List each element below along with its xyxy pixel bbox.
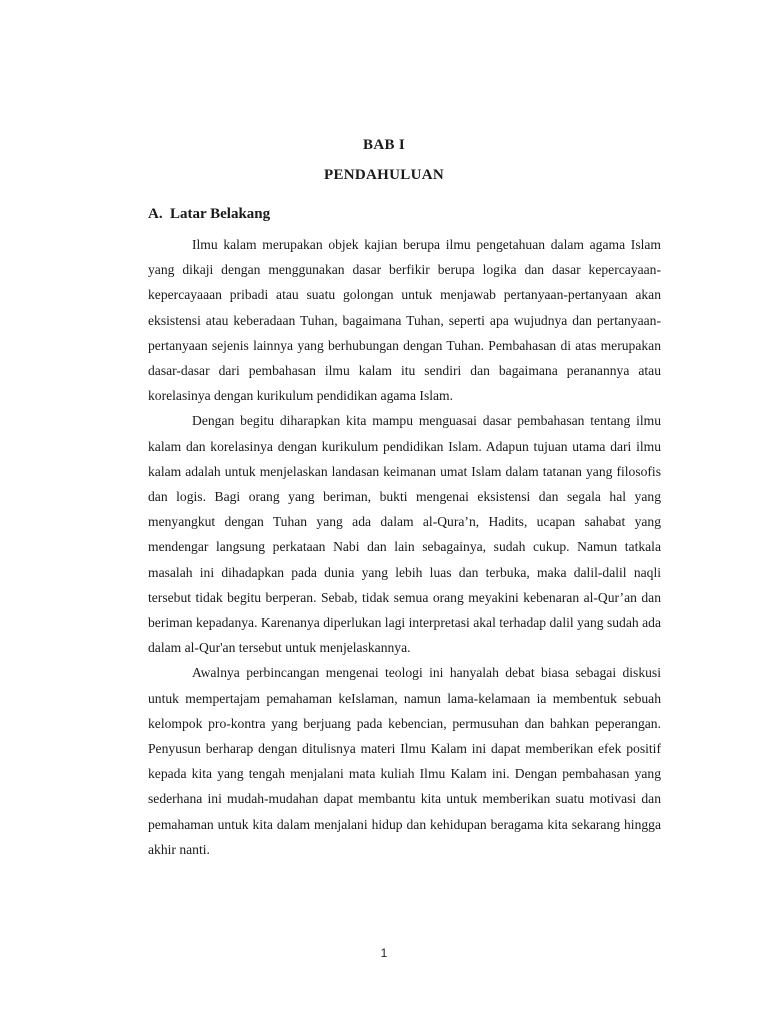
paragraph-2: Dengan begitu diharapkan kita mampu menguasai dasar pembahasan tentang ilmu kalam dan korelasinya dengan kurikulum pendidikan Islam. Adapun tujuan utama dari ilmu kalam adalah untuk menjelaskan landasan keimanan umat Islam dalam tatanan yang filosofis dan logis. Bagi orang yang beriman, bukti mengenai eksistensi dan segala hal yang menyangkut dengan Tuhan yang ada dalam al-Qura’n, Hadits, ucapan sahabat yang mendengar langsung perkataan Nabi dan lain sebagainya, sudah cukup. Namun tatkala masalah ini dihadapkan pada dunia yang lebih luas dan terbuka, maka dalil-dalil naqli tersebut tidak begitu berperan. Sebab, tidak semua orang meyakini kebenaran al-Qur’an dan beriman kepadanya. Karenanya diperlukan lagi interpretasi akal terhadap dalil yang sudah ada dalam al-Qur'an tersebut untuk menjelaskannya. (148, 413, 661, 656)
chapter-label: BAB I (363, 137, 405, 153)
body-text (148, 232, 661, 862)
paragraph-1: Ilmu kalam merupakan objek kajian berupa ilmu pengetahuan dalam agama Islam yang dikaji dengan menggunakan dasar berfikir berupa logika dan dasar kepercayaan-kepercayaaan pribadi atau suatu golongan untuk menjawab pertanyaan-pertanyaan akan eksistensi atau keberadaan Tuhan, bagaimana Tuhan, seperti apa wujudnya dan pertanyaan-pertanyaan sejenis lainnya yang berhubungan dengan Tuhan. Pembahasan di atas merupakan dasar-dasar dari pembahasan ilmu kalam itu sendiri dan bagaimana peranannya atau korelasinya dengan kurikulum pendidikan agama Islam. (148, 237, 661, 404)
paragraph-3: Awalnya perbincangan mengenai teologi ini hanyalah debat biasa sebagai diskusi untuk mempertajam pemahaman keIslaman, namun lama-kelamaan ia membentuk sebuah kelompok pro-kontra yang berjuang pada kebencian, permusuhan dan bahkan peperangan. Penyusun berharap dengan ditulisnya materi Ilmu Kalam ini dapat memberikan efek positif kepada kita yang tengah menjalani mata kuliah Ilmu Kalam ini. Dengan pembahasan yang sederhana ini mudah-mudahan dapat membantu kita untuk memberikan suatu motivasi dan pemahaman untuk kita dalam menjalani hidup dan kehidupan beragama kita sekarang hingga akhir nanti. (148, 665, 661, 857)
chapter-title: PENDAHULUAN (324, 167, 444, 183)
section-number: A. (148, 206, 163, 222)
section-heading (148, 206, 270, 223)
page-number: 1 (380, 946, 388, 960)
section-title: Latar Belakang (170, 206, 271, 222)
